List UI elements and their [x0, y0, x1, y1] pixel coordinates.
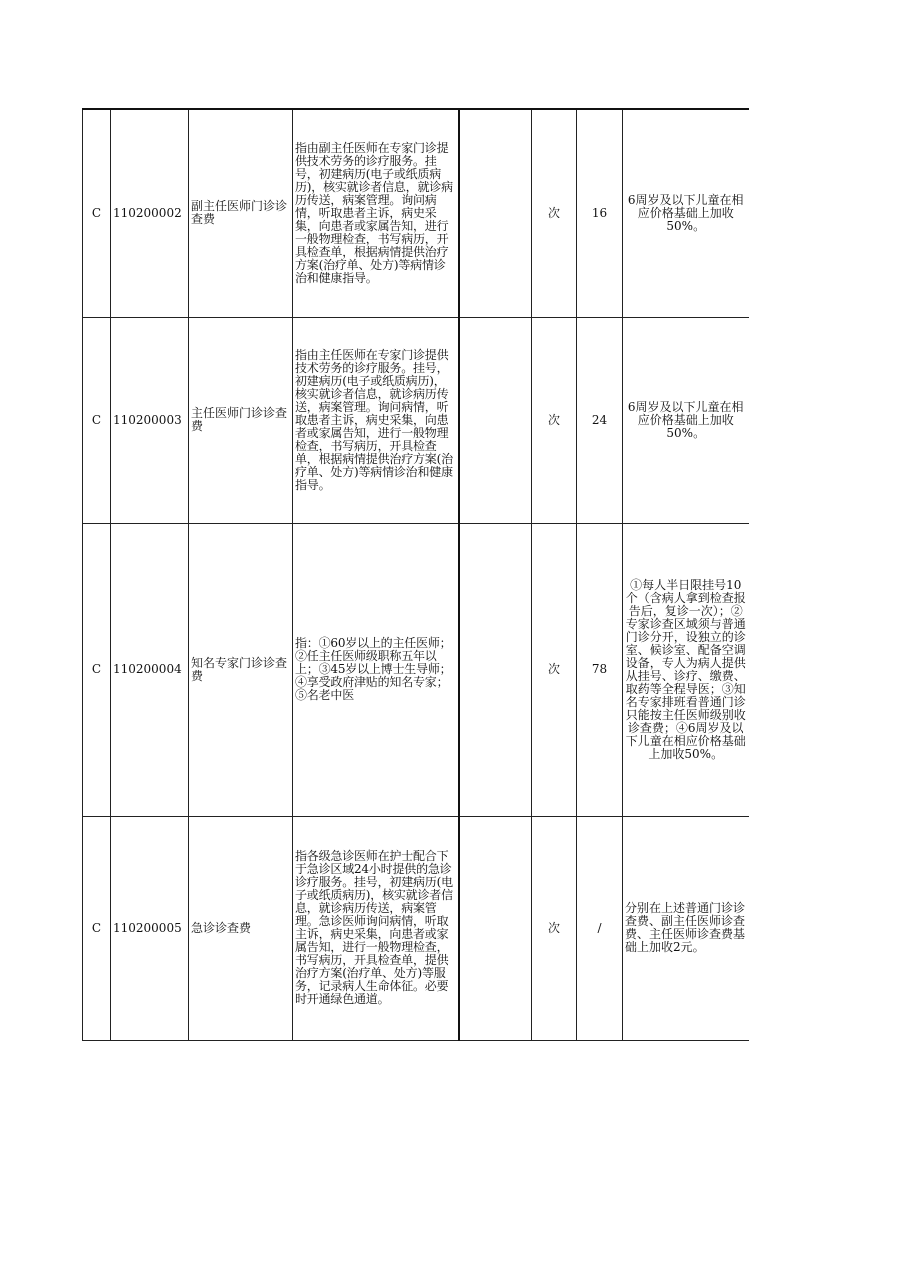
category-cell: C	[83, 317, 111, 523]
description-cell: 指由副主任医师在专家门诊提供技术劳务的诊疗服务。挂号，初建病历(电子或纸质病历)，核实就诊者信息，就诊病历传送，病案管理。询问病情，听取患者主诉，病史采集，向患者或家属告知，进行一般物理检查，书写病历，开具检查单，根据病情提供治疗方案(治疗单、处方)等病情诊治和健康指导。	[293, 109, 459, 317]
table-row	[83, 523, 749, 816]
price-cell: 16	[577, 109, 623, 317]
code-cell: 110200004	[111, 523, 189, 816]
description-cell: 指由主任医师在专家门诊提供技术劳务的诊疗服务。挂号，初建病历(电子或纸质病历)，核实就诊者信息，就诊病历传送，病案管理。询问病情，听取患者主诉，病史采集，向患者或家属告知，进行一般物理检查，书写病历，开具检查单，根据病情提供治疗方案(治疗单、处方)等病情诊治和健康指导。	[293, 317, 459, 523]
category-cell: C	[83, 816, 111, 1040]
code-cell: 110200005	[111, 816, 189, 1040]
note-cell: 6周岁及以下儿童在相应价格基础上加收50%。	[623, 317, 749, 523]
table-row	[83, 109, 749, 317]
item-name-cell: 急诊诊查费	[189, 816, 293, 1040]
unit-cell: 次	[532, 109, 577, 317]
description-cell: 指：①60岁以上的主任医师；②任主任医师级职称五年以上；③45岁以上博士生导师；④享受政府津贴的知名专家；⑤名老中医	[293, 523, 459, 816]
table-row	[83, 317, 749, 523]
code-cell: 110200002	[111, 109, 189, 317]
excluded-content-cell	[459, 109, 532, 317]
item-name-cell: 副主任医师门诊诊查费	[189, 109, 293, 317]
price-cell: /	[577, 816, 623, 1040]
excluded-content-cell	[459, 317, 532, 523]
unit-cell: 次	[532, 523, 577, 816]
code-cell: 110200003	[111, 317, 189, 523]
category-cell: C	[83, 109, 111, 317]
item-name-cell: 知名专家门诊诊查费	[189, 523, 293, 816]
category-cell: C	[83, 523, 111, 816]
excluded-content-cell	[459, 816, 532, 1040]
unit-cell: 次	[532, 317, 577, 523]
price-cell: 24	[577, 317, 623, 523]
unit-cell: 次	[532, 816, 577, 1040]
note-cell: 分别在上述普通门诊诊查费、副主任医师诊查费、主任医师诊查费基础上加收2元。	[623, 816, 749, 1040]
note-cell: 6周岁及以下儿童在相应价格基础上加收50%。	[623, 109, 749, 317]
note-cell: ①每人半日限挂号10个（含病人拿到检查报告后，复诊一次）；②专家诊查区域须与普通门诊分开，设独立的诊室、候诊室、配备空调设备，专人为病人提供从挂号、诊疗、缴费、取药等全程导医；③知名专家排班看普通门诊只能按主任医师级别收诊查费；④6周岁及以下儿童在相应价格基础上加收50%。	[623, 523, 749, 816]
excluded-content-cell	[459, 523, 532, 816]
fee-schedule-table	[82, 108, 749, 1041]
price-cell: 78	[577, 523, 623, 816]
table-row	[83, 816, 749, 1040]
item-name-cell: 主任医师门诊诊查费	[189, 317, 293, 523]
description-cell: 指各级急诊医师在护士配合下于急诊区域24小时提供的急诊诊疗服务。挂号，初建病历(电子或纸质病历)，核实就诊者信息，就诊病历传送，病案管理。急诊医师询问病情，听取主诉，病史采集，向患者或家属告知，进行一般物理检查，书写病历，开具检查单，提供治疗方案(治疗单、处方)等服务，记录病人生命体征。必要时开通绿色通道。	[293, 816, 459, 1040]
